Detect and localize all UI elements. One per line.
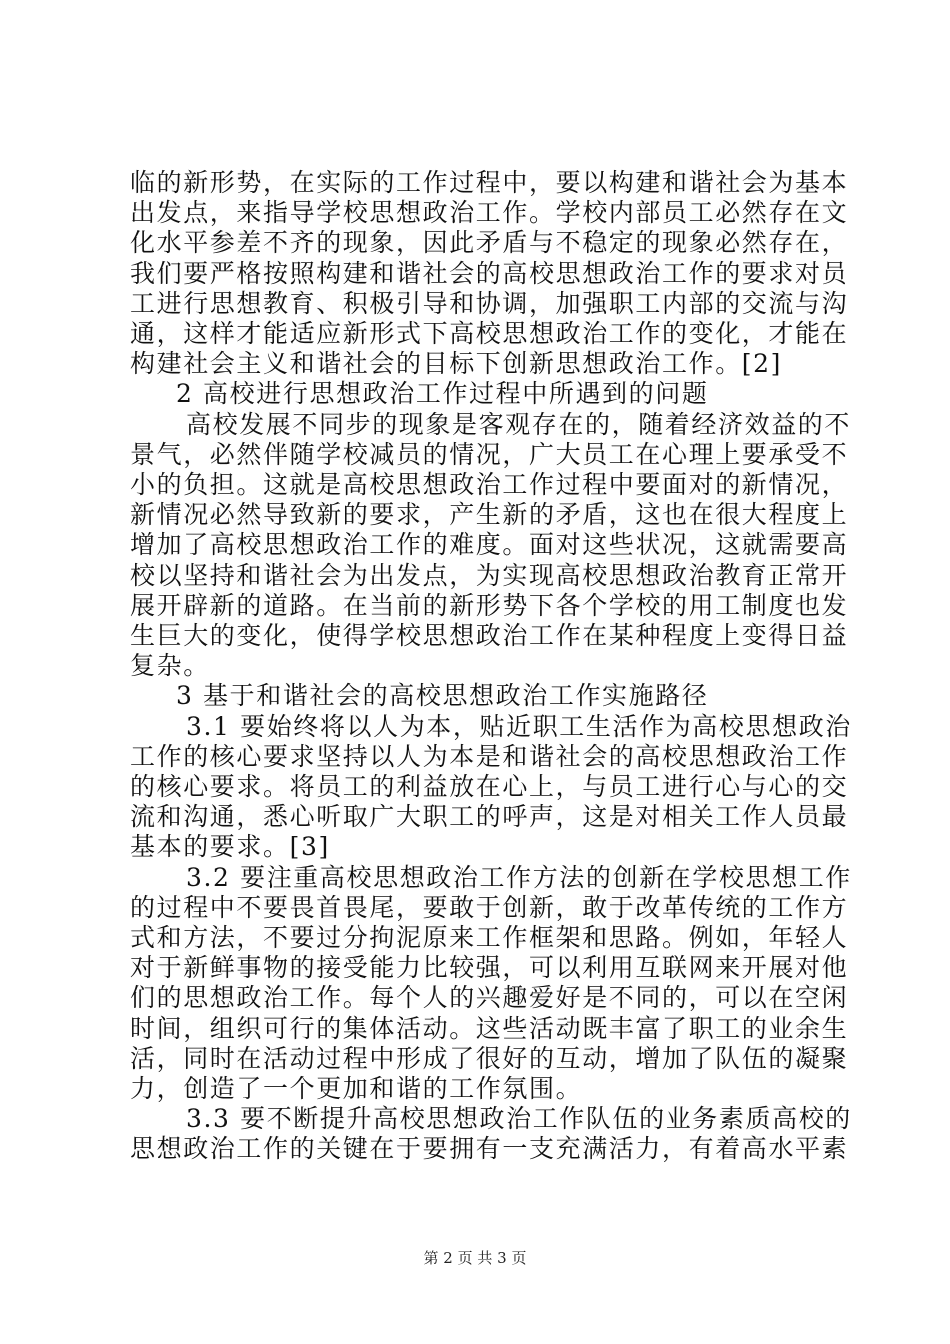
text-line: 活，同时在活动过程中形成了很好的互动，增加了队伍的凝聚 bbox=[130, 1043, 849, 1073]
section-heading: 3 基于和谐社会的高校思想政治工作实施路径 bbox=[176, 681, 709, 711]
text-line: 展开辟新的道路。在当前的新形势下各个学校的用工制度也发 bbox=[130, 590, 849, 620]
text-line: 工作的核心要求坚持以人为本是和谐社会的高校思想政治工作 bbox=[130, 741, 849, 771]
text-line: 的核心要求。将员工的利益放在心上，与员工进行心与心的交 bbox=[130, 772, 849, 801]
text-line: 力，创造了一个更加和谐的工作氛围。 bbox=[130, 1074, 583, 1103]
text-line: 校以坚持和谐社会为出发点，为实现高校思想政治教育正常开 bbox=[130, 560, 849, 590]
text-line: 新情况必然导致新的要求，产生新的矛盾，这也在很大程度上 bbox=[130, 500, 849, 530]
text-line: 小的负担。这就是高校思想政治工作过程中要面对的新情况， bbox=[130, 470, 849, 499]
text-line: 3.3 要不断提升高校思想政治工作队伍的业务素质高校的 bbox=[186, 1104, 852, 1134]
section-heading: 2 高校进行思想政治工作过程中所遇到的问题 bbox=[176, 379, 709, 409]
text-line: 构建社会主义和谐社会的目标下创新思想政治工作。[2] bbox=[130, 349, 783, 379]
text-line: 3.2 要注重高校思想政治工作方法的创新在学校思想工作 bbox=[186, 862, 852, 892]
text-line: 复杂。 bbox=[130, 651, 210, 681]
text-line: 式和方法，不要过分拘泥原来工作框架和思路。例如，年轻人 bbox=[130, 923, 849, 952]
text-line: 的过程中不要畏首畏尾，要敢于创新，敢于改革传统的工作方 bbox=[130, 892, 849, 922]
page-number-footer: 第 2 页 共 3 页 bbox=[423, 1249, 527, 1267]
text-line: 化水平参差不齐的现象，因此矛盾与不稳定的现象必然存在， bbox=[130, 228, 849, 258]
text-line: 我们要严格按照构建和谐社会的高校思想政治工作的要求对员 bbox=[130, 258, 849, 288]
text-line: 时间，组织可行的集体活动。这些活动既丰富了职工的业余生 bbox=[130, 1013, 849, 1043]
text-line: 思想政治工作的关键在于要拥有一支充满活力，有着高水平素 bbox=[130, 1134, 849, 1164]
text-line: 们的思想政治工作。每个人的兴趣爱好是不同的，可以在空闲 bbox=[130, 983, 849, 1013]
text-line: 高校发展不同步的现象是客观存在的，随着经济效益的不 bbox=[186, 409, 852, 439]
text-line: 通，这样才能适应新形式下高校思想政治工作的变化，才能在 bbox=[130, 319, 849, 348]
text-line: 工进行思想教育、积极引导和协调，加强职工内部的交流与沟 bbox=[130, 288, 849, 318]
text-line: 生巨大的变化，使得学校思想政治工作在某种程度上变得日益 bbox=[130, 621, 849, 650]
text-line: 出发点，来指导学校思想政治工作。学校内部员工必然存在文 bbox=[130, 198, 849, 228]
text-line: 流和沟通，悉心听取广大职工的呼声，这是对相关工作人员最 bbox=[130, 802, 849, 832]
text-line: 景气，必然伴随学校减员的情况，广大员工在心理上要承受不 bbox=[130, 439, 849, 469]
text-line: 对于新鲜事物的接受能力比较强，可以利用互联网来开展对他 bbox=[130, 953, 849, 983]
text-line: 增加了高校思想政治工作的难度。面对这些状况，这就需要高 bbox=[130, 530, 849, 560]
text-line: 3.1 要始终将以人为本，贴近职工生活作为高校思想政治 bbox=[186, 711, 852, 741]
text-line: 临的新形势，在实际的工作过程中，要以构建和谐社会为基本 bbox=[130, 168, 849, 197]
text-line: 基本的要求。[3] bbox=[130, 832, 330, 862]
